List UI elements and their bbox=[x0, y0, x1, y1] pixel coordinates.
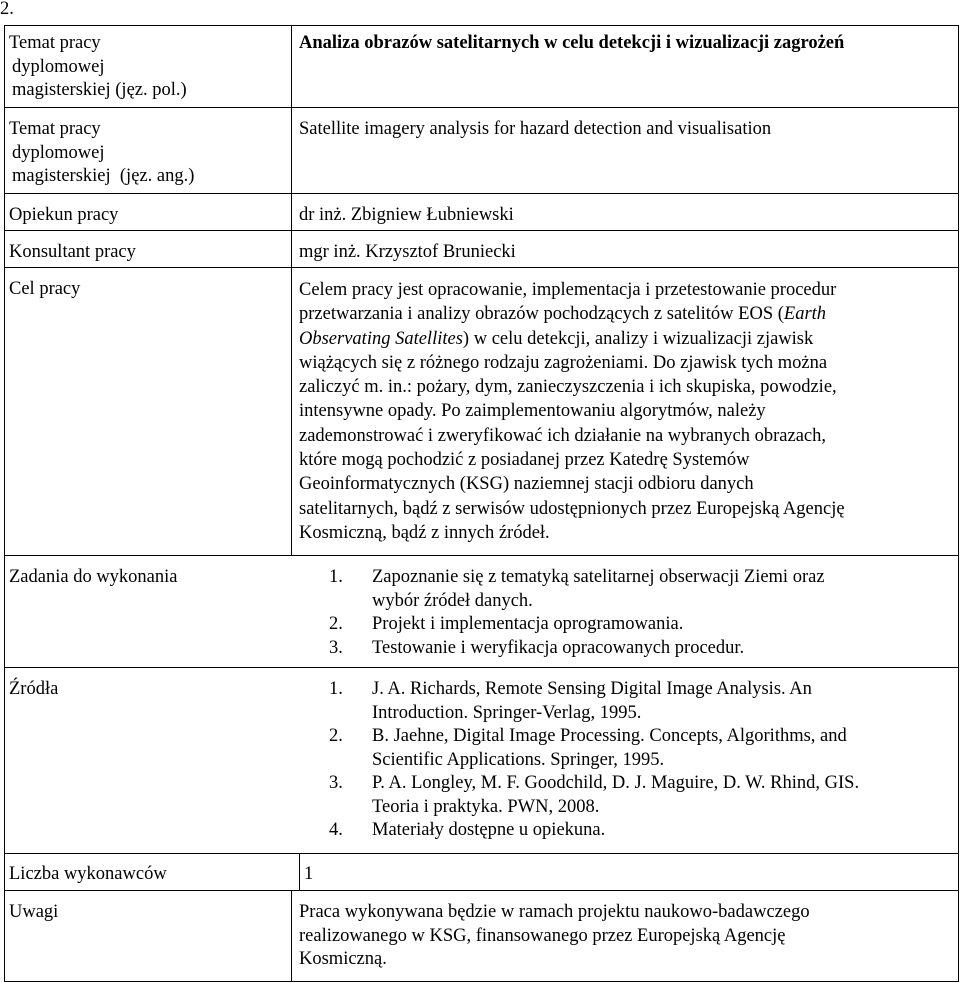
list-line: Teoria i praktyka. PWN, 2008. bbox=[372, 796, 600, 817]
consultant-label: Konsultant pracy bbox=[9, 242, 136, 262]
goal-line: satelitarnych, bądź z serwisów udostępnionych przez Europejską Agencję bbox=[299, 498, 845, 519]
title-pl-value: Analiza obrazów satelitarnych w celu detekcji i wizualizacji zagrożeń bbox=[299, 33, 845, 53]
label-line: magisterskiej (jęz. ang.) bbox=[12, 166, 195, 186]
list-number: 1. bbox=[329, 567, 343, 587]
list-number: 2. bbox=[329, 614, 343, 634]
notes-line: Praca wykonywana będzie w ramach projektu naukowo-badawczego bbox=[299, 902, 810, 922]
sources-list bbox=[329, 678, 954, 843]
label-line: Temat pracy bbox=[9, 119, 101, 139]
row-divider bbox=[4, 853, 958, 854]
list-item bbox=[329, 637, 949, 661]
supervisor-value: dr inż. Zbigniew Łubniewski bbox=[299, 205, 514, 225]
list-line: Projekt i implementacja oprogramowania. bbox=[372, 614, 684, 634]
list-item bbox=[329, 772, 954, 819]
column-divider bbox=[291, 25, 292, 555]
goal-line bbox=[299, 302, 949, 326]
goal-line: zaliczyć m. in.: pożary, dym, zanieczyszczenia i ich skupiska, powodzie, bbox=[299, 377, 837, 398]
tasks-list bbox=[329, 566, 949, 660]
list-number: 2. bbox=[329, 726, 343, 746]
list-item bbox=[329, 678, 954, 725]
row-divider bbox=[4, 107, 958, 108]
goal-italic: Earth bbox=[783, 304, 827, 325]
list-line: B. Jaehne, Digital Image Processing. Concepts, Algorithms, and bbox=[372, 726, 847, 746]
list-line: Testowanie i weryfikacja opracowanych procedur. bbox=[372, 637, 745, 658]
goal-line: intensywne opady. Po zaimplementowaniu algorytmów, należy bbox=[299, 401, 766, 422]
title-en-label bbox=[9, 118, 194, 189]
label-line: dyplomowej bbox=[12, 142, 105, 163]
authors-label: Liczba wykonawców bbox=[9, 864, 167, 884]
list-line: wybór źródeł danych. bbox=[372, 590, 533, 611]
list-item bbox=[329, 725, 954, 772]
list-item bbox=[329, 566, 949, 613]
list-number: 1. bbox=[329, 679, 343, 699]
list-item bbox=[329, 819, 954, 843]
goal-line: Geoinformatycznych (KSG) naziemnej stacji odbioru danych bbox=[299, 474, 754, 495]
row-divider bbox=[4, 555, 958, 556]
goal-line: zademonstrować i zweryfikować ich działanie na wybranych obrazach, bbox=[299, 425, 826, 446]
row-divider bbox=[4, 193, 958, 194]
authors-value: 1 bbox=[304, 864, 314, 884]
title-en-value: Satellite imagery analysis for hazard detection and visualisation bbox=[299, 119, 772, 139]
section-number: 2. bbox=[0, 0, 14, 19]
goal-value bbox=[299, 278, 949, 545]
goal-italic: Observating Satellites bbox=[299, 328, 463, 349]
goal-line: Kosmiczną, bądź z innych źródeł. bbox=[299, 522, 550, 543]
row-divider bbox=[4, 267, 958, 268]
goal-text: przetwarzania i analizy obrazów pochodzących z satelitów EOS ( bbox=[299, 304, 784, 325]
notes-value bbox=[299, 901, 949, 972]
list-line: J. A. Richards, Remote Sensing Digital Image Analysis. An bbox=[372, 679, 812, 699]
list-number: 3. bbox=[329, 637, 343, 658]
goal-line: które mogą pochodzić z posiadanej przez Katedrę Systemów bbox=[299, 450, 750, 471]
list-number: 4. bbox=[329, 820, 343, 840]
list-number: 3. bbox=[329, 773, 343, 793]
consultant-value: mgr inż. Krzysztof Bruniecki bbox=[299, 242, 516, 262]
list-line: P. A. Longley, M. F. Goodchild, D. J. Maguire, D. W. Rhind, GIS. bbox=[372, 773, 860, 793]
label-line: Temat pracy bbox=[9, 33, 101, 53]
tasks-label: Zadania do wykonania bbox=[9, 567, 178, 587]
label-line: dyplomowej bbox=[12, 56, 105, 77]
list-line: Materiały dostępne u opiekuna. bbox=[372, 820, 606, 840]
supervisor-label: Opiekun pracy bbox=[9, 205, 119, 225]
row-divider bbox=[4, 890, 958, 891]
notes-line: realizowanego w KSG, finansowanego przez Europejską Agencję bbox=[299, 925, 786, 946]
notes-line: Kosmiczną. bbox=[299, 949, 387, 969]
column-divider bbox=[299, 853, 300, 890]
list-item bbox=[329, 613, 949, 637]
title-pl-label bbox=[9, 32, 187, 103]
label-line: magisterskiej (jęz. pol.) bbox=[12, 80, 187, 100]
row-divider bbox=[4, 667, 958, 668]
list-line: Introduction. Springer-Verlag, 1995. bbox=[372, 702, 642, 723]
column-divider bbox=[291, 890, 292, 982]
goal-text: ) w celu detekcji, analizy i wizualizacji zjawisk bbox=[462, 328, 814, 349]
sources-label: Źródła bbox=[9, 679, 59, 699]
goal-line bbox=[299, 327, 949, 351]
goal-label: Cel pracy bbox=[9, 279, 81, 299]
goal-line: Celem pracy jest opracowanie, implementacja i przetestowanie procedur bbox=[299, 280, 837, 300]
list-line: Zapoznanie się z tematyką satelitarnej obserwacji Ziemi oraz bbox=[372, 567, 825, 587]
goal-line: wiążących się z różnego rodzaju zagrożeniami. Do zjawisk tych można bbox=[299, 352, 828, 373]
list-line: Scientific Applications. Springer, 1995. bbox=[372, 749, 665, 770]
row-divider bbox=[4, 230, 958, 231]
notes-label: Uwagi bbox=[9, 902, 59, 922]
